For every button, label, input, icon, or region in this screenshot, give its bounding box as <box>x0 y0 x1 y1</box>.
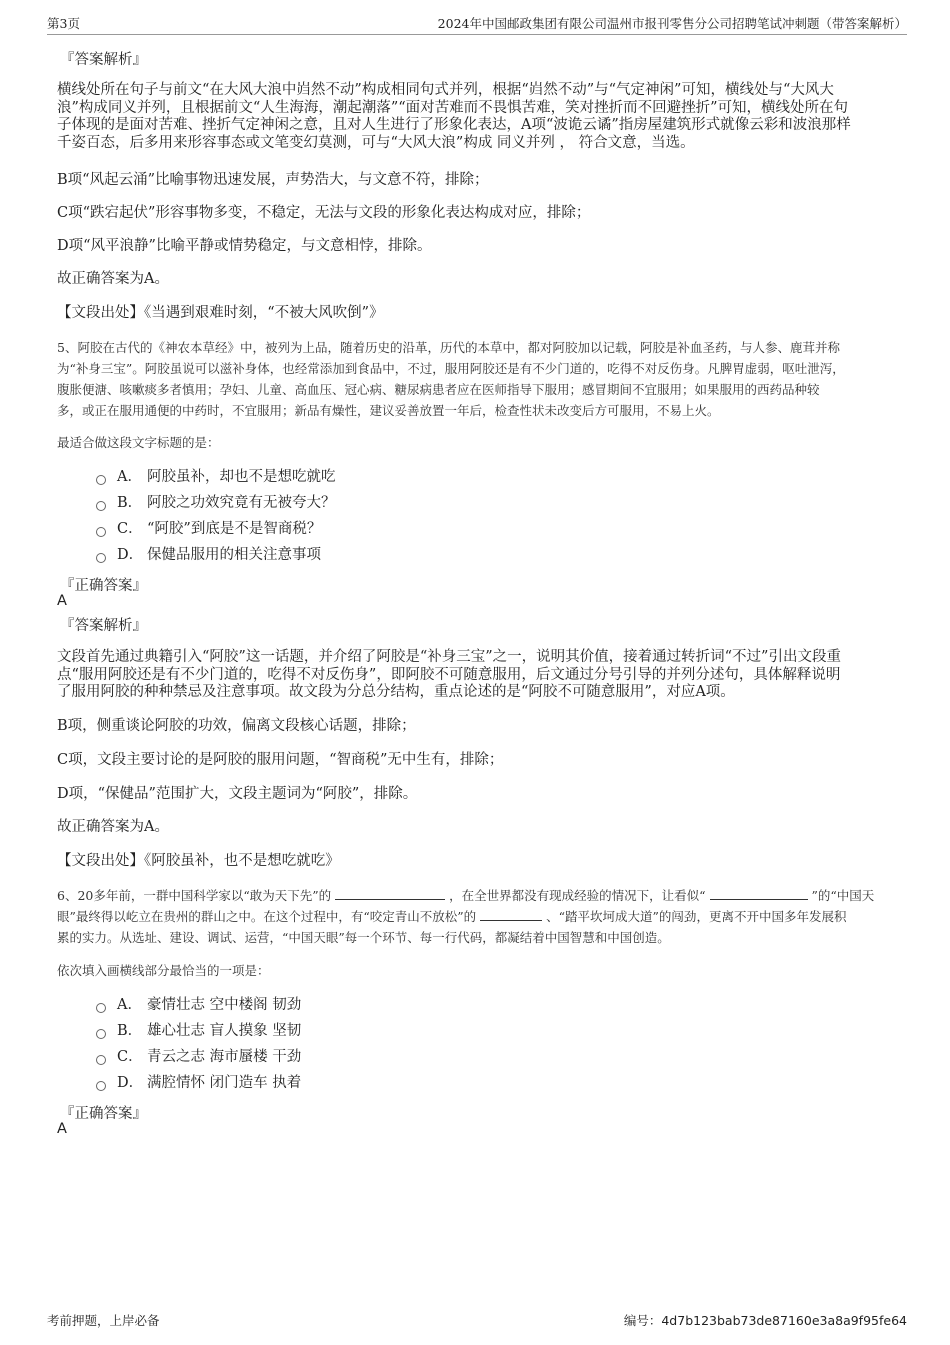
passage-line: 眼”最终得以屹立在贵州的群山之中。在这个过程中，有“咬定青山不放松”的 、“踏平坎坷成大道”的闯劲，更离不开中国多年发展积 <box>57 909 847 924</box>
fill-blank-1 <box>335 887 445 900</box>
page-header <box>47 12 907 35</box>
radio-icon[interactable] <box>96 527 106 537</box>
radio-icon[interactable] <box>96 1055 106 1065</box>
footer-slogan: 考前押题，上岸必备 <box>47 1313 160 1328</box>
passage-line: 腹胀便溏、咳嗽痰多者慎用；孕妇、儿童、高血压、冠心病、糖尿病患者应在医师指导下服用；感冒期间不宜服用；如果服用的西药品种较 <box>57 382 820 397</box>
question-5-passage <box>57 337 895 421</box>
q5-option-a[interactable]: A． 阿胶虽补，却也不是想吃就吃 <box>96 467 336 487</box>
document-title: 2024年中国邮政集团有限公司温州市报刊零售分公司招聘笔试冲刺题（带答案解析） <box>437 16 907 31</box>
answer-analysis-paragraph <box>57 82 892 152</box>
correct-answer: A <box>57 593 67 609</box>
answer-analysis-label: 『答案解析』 <box>60 618 147 634</box>
analysis-line: 横线处所在句子与前文“在大风大浪中岿然不动”构成相同句式并列，根据“岿然不动”与“气定神闲”可知，横线处与“大风大 <box>57 82 834 98</box>
q5-option-d[interactable]: D． 保健品服用的相关注意事项 <box>96 545 321 565</box>
fill-blank-2 <box>710 887 808 900</box>
analysis-conclusion: 故正确答案为A。 <box>57 819 169 835</box>
passage-line: 5、阿胶在古代的《神农本草经》中，被列为上品，随着历史的沿革，历代的本草中，都对阿胶加以记载，阿胶是补血圣药，与人参、鹿茸并称 <box>57 340 840 355</box>
analysis-option-c: C项“跌宕起伏”形容事物多变，不稳定，无法与文段的形象化表达构成对应，排除； <box>57 205 591 221</box>
analysis-option-b: B项“风起云涌”比喻事物迅速发展，声势浩大，与文意不符，排除； <box>57 172 489 188</box>
analysis-line: 点“服用阿胶还是有不少门道的，吃得不对反伤身”，即阿胶不可随意服用，后文通过分号引导的并列分述句，具体解释说明 <box>57 666 841 683</box>
q5-option-b[interactable]: B． 阿胶之功效究竟有无被夸大？ <box>96 493 336 513</box>
analysis-line: 千姿百态，后多用来形容事态或文笔变幻莫测，可与“大风大浪”构成 同义并列 ， 符合文意，当选。 <box>57 134 695 151</box>
radio-icon[interactable] <box>96 1081 106 1091</box>
q6-option-a[interactable]: A． 豪情壮志 空中楼阁 韧劲 <box>96 995 301 1015</box>
document-code: 编号：4d7b123bab73de87160e3a8a9f95fe64 <box>623 1313 907 1328</box>
question-6-passage <box>57 885 895 948</box>
correct-answer-label: 『正确答案』 <box>60 1106 147 1122</box>
analysis-conclusion: 故正确答案为A。 <box>57 271 169 287</box>
answer-analysis-label: 『答案解析』 <box>60 52 147 68</box>
passage-line: 累的实力。从选址、建设、调试、运营，“中国天眼”每一个环节、每一行代码，都凝结着中国智慧和中国创造。 <box>57 930 670 945</box>
radio-icon[interactable] <box>96 475 106 485</box>
radio-icon[interactable] <box>96 1029 106 1039</box>
analysis-line: 了服用阿胶的种种禁忌及注意事项。故文段为分总分结构，重点论述的是“阿胶不可随意服用”，对应A项。 <box>57 684 735 700</box>
page-number: 第3页 <box>47 16 80 31</box>
correct-answer: A <box>57 1121 67 1137</box>
analysis-option-d: D项“风平浪静”比喻平静或情势稳定，与文意相悖，排除。 <box>57 238 432 254</box>
radio-icon[interactable] <box>96 1003 106 1013</box>
question-5-prompt: 最适合做这段文字标题的是： <box>57 435 220 450</box>
passage-line: 为“补身三宝”。阿胶虽说可以滋补身体，也经常添加到食品中，不过，服用阿胶还是有不少门道的，吃得不对反伤身。凡脾胃虚弱，呕吐泄泻， <box>57 361 845 376</box>
analysis-option-c: C项，文段主要讨论的是阿胶的服用问题，“智商税”无中生有，排除； <box>57 752 504 768</box>
fill-blank-3 <box>480 908 542 921</box>
correct-answer-label: 『正确答案』 <box>60 578 147 594</box>
passage-source: 【文段出处】《当遇到艰难时刻，“不被大风吹倒”》 <box>57 305 384 321</box>
q6-option-d[interactable]: D． 满腔情怀 闭门造车 执着 <box>96 1073 301 1093</box>
q5-option-c[interactable]: C． “阿胶”到底是不是智商税？ <box>96 519 321 539</box>
question-6-prompt: 依次填入画横线部分最恰当的一项是： <box>57 963 270 978</box>
analysis-option-b: B项，侧重谈论阿胶的功效，偏离文段核心话题，排除； <box>57 718 416 734</box>
q6-option-c[interactable]: C． 青云之志 海市蜃楼 干劲 <box>96 1047 301 1067</box>
q6-option-b[interactable]: B． 雄心壮志 盲人摸象 坚韧 <box>96 1021 301 1041</box>
passage-source: 【文段出处】《阿胶虽补，也不是想吃就吃》 <box>57 853 340 869</box>
analysis-line: 浪”构成同义并列，且根据前文“人生海海，潮起潮落”“面对苦难而不畏惧苦难，笑对挫折而不回避挫折”可知，横线处所在句 <box>57 99 849 116</box>
passage-line: 6、20多年前，一群中国科学家以“敢为天下先”的 ，在全世界都没有现成经验的情况下，让看似“ ”的“中国天 <box>57 888 875 903</box>
radio-icon[interactable] <box>96 553 106 563</box>
answer-analysis-paragraph <box>57 649 892 702</box>
radio-icon[interactable] <box>96 501 106 511</box>
passage-line: 多，或正在服用通便的中药时，不宜服用；新品有燥性，建议妥善放置一年后，检查性状未改变后方可服用，不易上火。 <box>57 403 720 418</box>
analysis-line: 子体现的是面对苦难、挫折气定神闲之意，且对人生进行了形象化表达，A项“波诡云谲”指房屋建筑形式就像云彩和波浪那样 <box>57 117 851 133</box>
analysis-option-d: D项，“保健品”范围扩大，文段主题词为“阿胶”，排除。 <box>57 786 418 802</box>
analysis-line: 文段首先通过典籍引入“阿胶”这一话题，并介绍了阿胶是“补身三宝”之一，说明其价值，接着通过转折词“不过”引出文段重 <box>57 649 841 665</box>
